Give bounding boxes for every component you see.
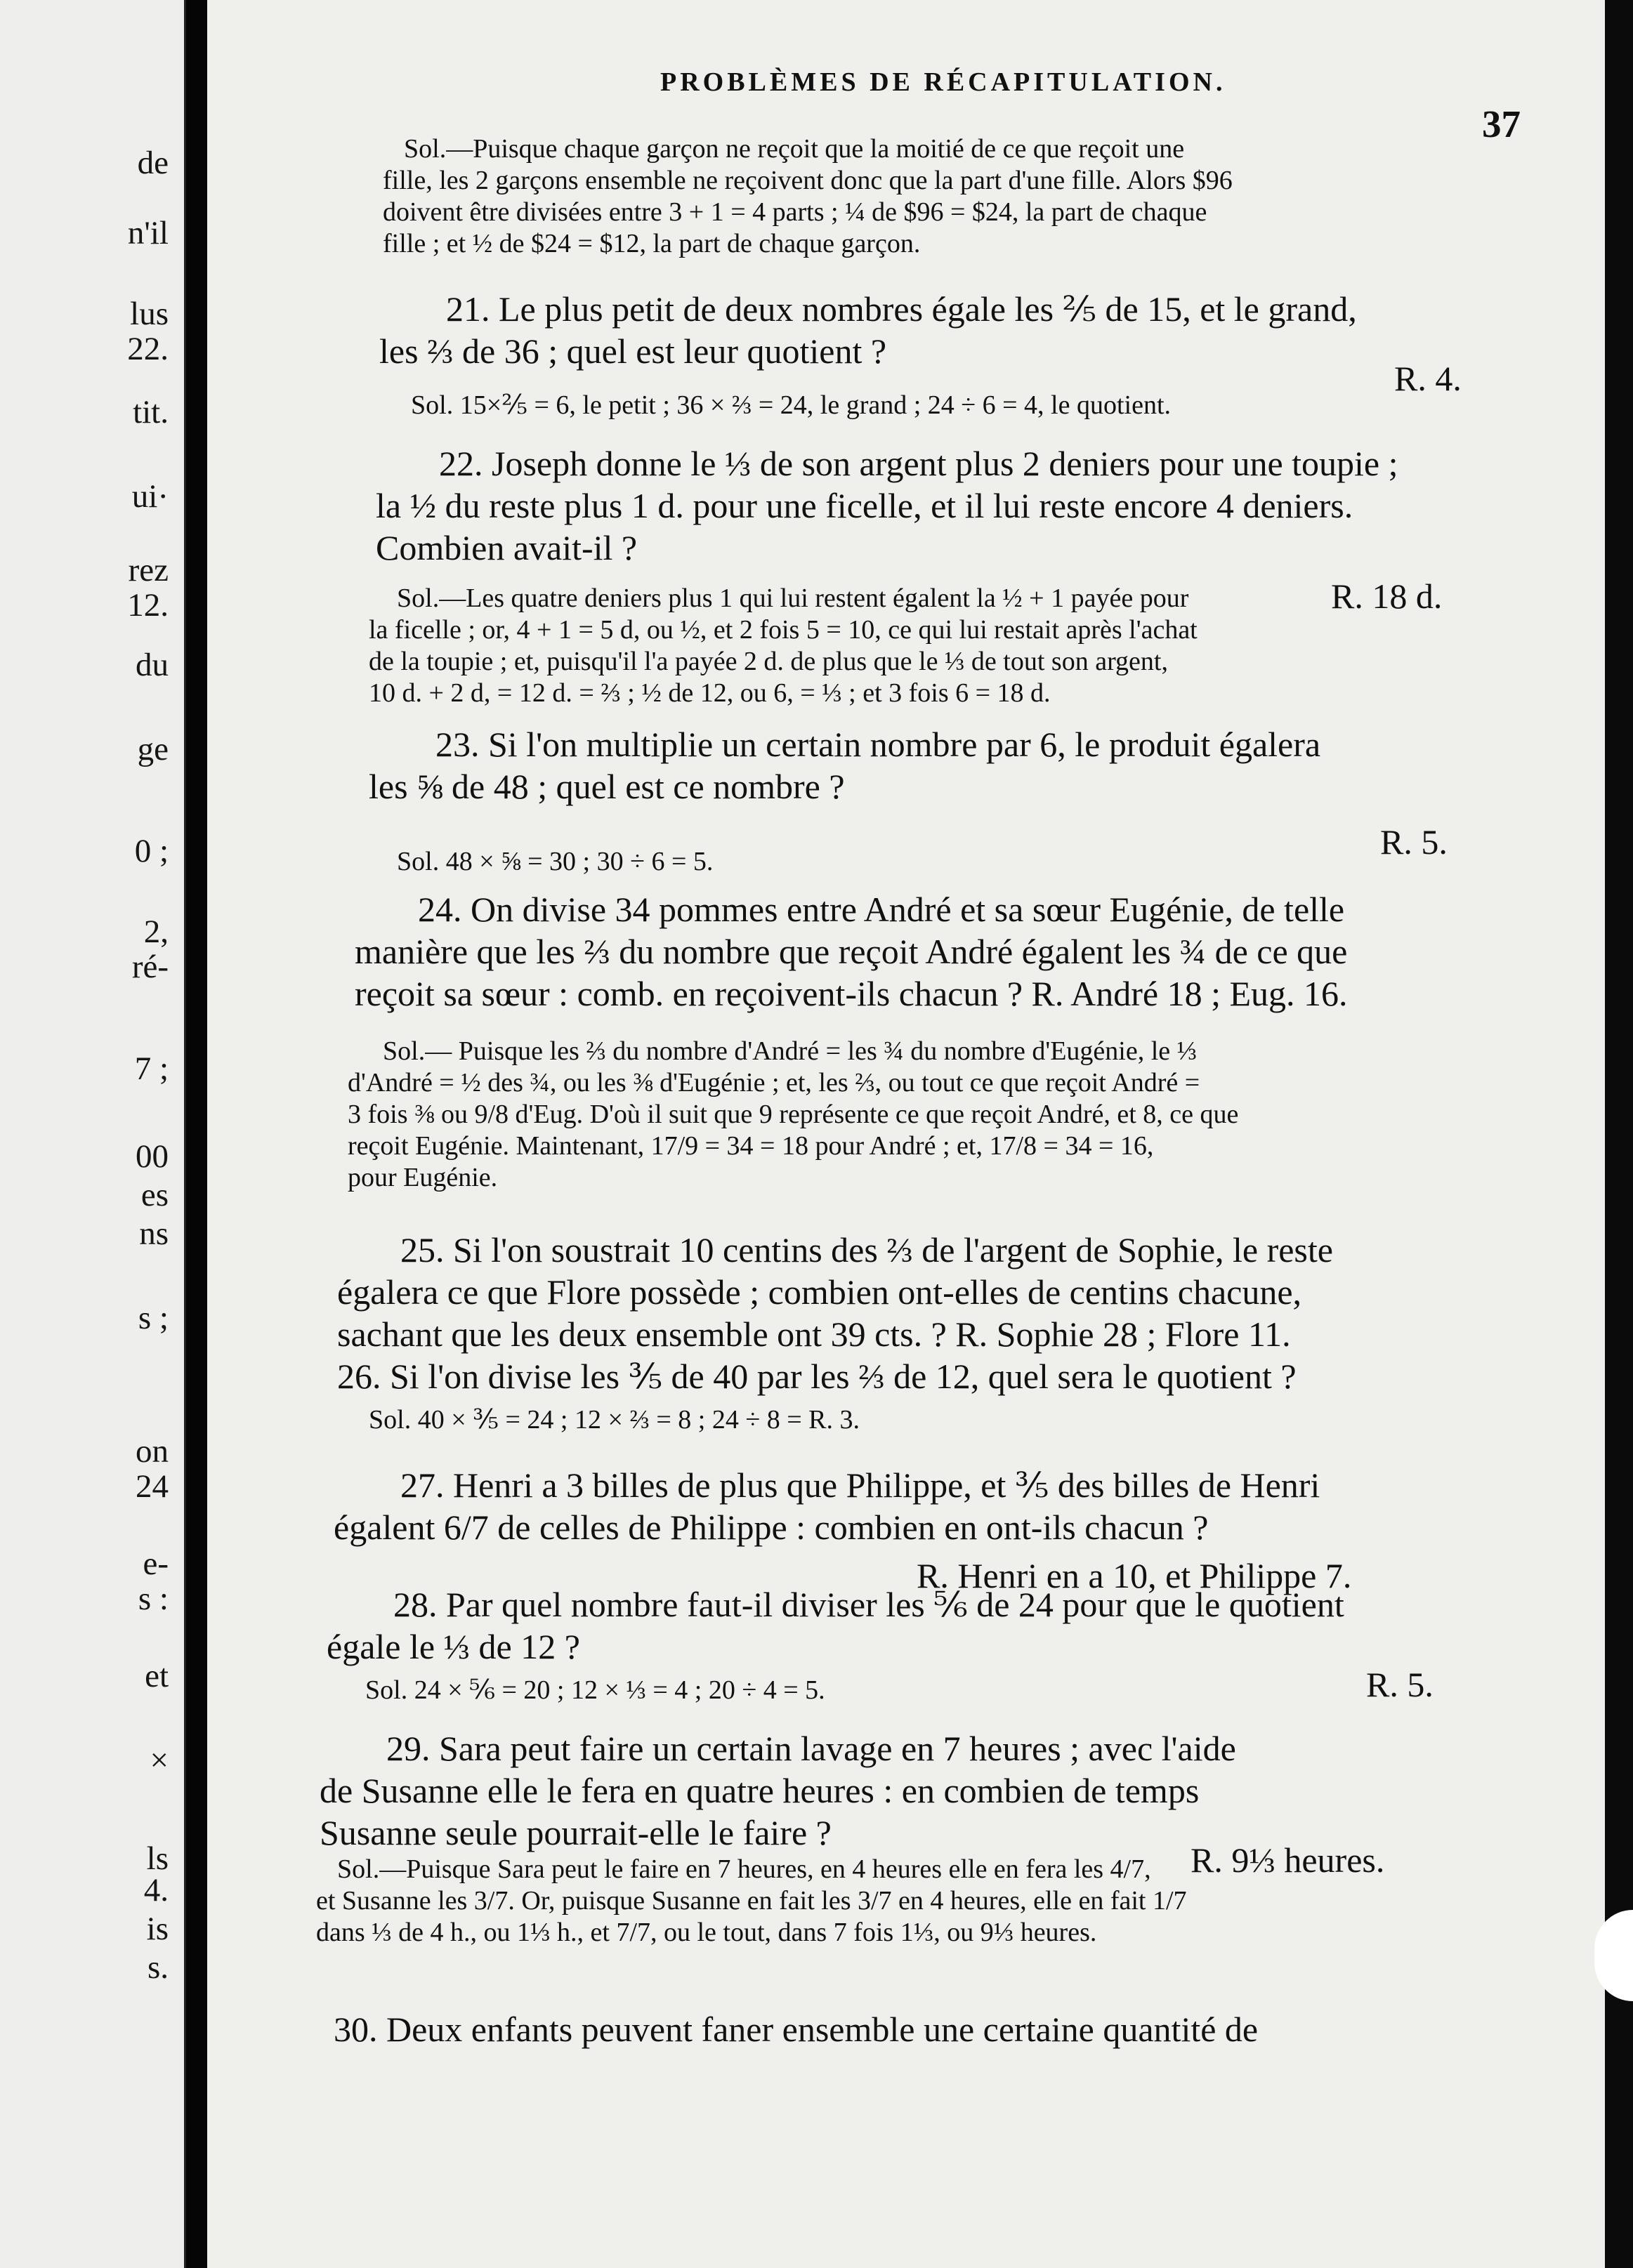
margin-fragment: ls <box>146 1840 169 1877</box>
answer: R. 4. <box>1394 359 1462 398</box>
problem-line: 25. Si l'on soustrait 10 centins des ⅔ de l'argent de Sophie, le reste <box>400 1230 1333 1270</box>
answer: R. Henri en a 10, et Philippe 7. <box>917 1556 1352 1595</box>
problem-line: reçoit sa sœur : comb. en reçoivent-ils chacun ? R. André 18 ; Eug. 16. <box>355 974 1348 1013</box>
margin-fragment: tit. <box>133 394 169 430</box>
problem-block <box>376 442 1398 569</box>
margin-fragment: de <box>137 145 169 181</box>
problem-line: 26. Si l'on divise les ⅗ de 40 par les ⅔ de 12, quel sera le quotient ? <box>337 1357 1297 1396</box>
solution-line: Sol.—Les quatre deniers plus 1 qui lui restent égalent la ½ + 1 payée pour <box>397 584 1189 613</box>
margin-fragment: 12. <box>127 587 169 624</box>
page-number: 37 <box>1482 103 1521 145</box>
problem-line: 22. Joseph donne le ⅓ de son argent plus 2 deniers pour une toupie ; <box>439 444 1398 483</box>
problem-block <box>320 1727 1236 1854</box>
problem-line: 27. Henri a 3 billes de plus que Philippe, et ⅗ des billes de Henri <box>400 1465 1320 1505</box>
answer: R. 18 d. <box>1331 576 1443 616</box>
answer: R. 9⅓ heures. <box>1191 1840 1385 1880</box>
margin-fragment: is <box>146 1911 169 1947</box>
problem-line: manière que les ⅔ du nombre que reçoit André égalent les ¾ de ce que <box>355 932 1348 971</box>
problem-line: 29. Sara peut faire un certain lavage en 7 heures ; avec l'aide <box>386 1729 1236 1768</box>
margin-fragment: ré- <box>131 949 169 985</box>
solution-line: fille, les 2 garçons ensemble ne reçoivent donc que la part d'une fille. Alors $96 <box>383 166 1233 195</box>
solution-line: la ficelle ; or, 4 + 1 = 5 d, ou ½, et 2 fois 5 = 10, ce qui lui restait après l'achat <box>369 615 1198 645</box>
answer: R. 5. <box>1380 822 1448 862</box>
margin-fragment: n'il <box>127 215 169 251</box>
problem-block <box>369 723 1320 807</box>
solution-line: Sol. 48 × ⅝ = 30 ; 30 ÷ 6 = 5. <box>397 847 714 876</box>
margin-fragment: 24 <box>136 1468 169 1505</box>
problem-block <box>334 2008 1258 2050</box>
problem-line: égale le ⅓ de 12 ? <box>327 1627 580 1666</box>
book-gutter <box>186 0 207 2268</box>
solution-line: dans ⅓ de 4 h., ou 1⅓ h., et 7/7, ou le tout, dans 7 fois 1⅓, ou 9⅓ heures. <box>316 1918 1097 1947</box>
problem-line: égalent 6/7 de celles de Philippe : combien en ont-ils chacun ? <box>334 1508 1209 1547</box>
margin-fragment: et <box>145 1658 169 1694</box>
solution-line: 3 fois ⅜ ou 9/8 d'Eug. D'où il suit que 9 représente ce que reçoit André, et 8, ce que <box>348 1100 1239 1129</box>
margin-fragment: e- <box>143 1545 169 1582</box>
left-page-margin <box>0 0 186 2268</box>
solution-block <box>316 1854 1187 1949</box>
problem-block <box>379 288 1357 372</box>
solution-line: 10 d. + 2 d, = 12 d. = ⅔ ; ½ de 12, ou 6, = ⅓ ; et 3 fois 6 = 18 d. <box>369 678 1051 708</box>
problem-line: les ⅝ de 48 ; quel est ce nombre ? <box>369 767 845 806</box>
margin-fragment: × <box>150 1742 169 1779</box>
solution-block <box>369 1404 860 1436</box>
solution-line: de la toupie ; et, puisqu'il l'a payée 2 d. de plus que le ⅓ de tout son argent, <box>369 647 1168 676</box>
answer: R. 5. <box>1366 1665 1434 1704</box>
problem-line: Combien avait-il ? <box>376 528 638 567</box>
solution-line: d'André = ½ des ¾, ou les ⅜ d'Eugénie ; et, les ⅔, ou tout ce que reçoit André = <box>348 1068 1200 1097</box>
margin-fragment: es <box>140 1177 169 1213</box>
solution-line: Sol. 24 × ⅚ = 20 ; 12 × ⅓ = 4 ; 20 ÷ 4 = 5. <box>365 1675 825 1705</box>
margin-fragment: du <box>136 647 169 683</box>
solution-line: Sol. 40 × ⅗ = 24 ; 12 × ⅔ = 8 ; 24 ÷ 8 = R. 3. <box>369 1405 860 1435</box>
problem-block <box>327 1583 1344 1668</box>
running-header: PROBLÈMES DE RÉCAPITULATION. <box>660 67 1226 97</box>
solution-line: et Susanne les 3/7. Or, puisque Susanne en fait les 3/7 en 4 heures, elle en fait 1/7 <box>316 1886 1187 1916</box>
solution-line: pour Eugénie. <box>348 1163 498 1192</box>
solution-line: fille ; et ½ de $24 = $12, la part de chaque garçon. <box>383 229 921 258</box>
problem-line: de Susanne elle le fera en quatre heures : en combien de temps <box>320 1771 1200 1810</box>
margin-fragment: 00 <box>136 1138 169 1175</box>
solution-block <box>348 1036 1238 1194</box>
library-stamp <box>1594 1910 1633 2001</box>
solution-line: Sol.—Puisque Sara peut le faire en 7 heures, en 4 heures elle en fera les 4/7, <box>337 1854 1151 1884</box>
problem-line: les ⅔ de 36 ; quel est leur quotient ? <box>379 331 887 371</box>
margin-fragment: s : <box>138 1581 169 1617</box>
solution-block <box>369 583 1198 709</box>
solution-line: Sol.— Puisque les ⅔ du nombre d'André = les ¾ du nombre d'Eugénie, le ⅓ <box>383 1036 1198 1066</box>
margin-fragment: 2, <box>143 914 169 950</box>
problem-block <box>355 888 1348 1015</box>
problem-line: Susanne seule pourrait-elle le faire ? <box>320 1813 832 1852</box>
margin-fragment: rez <box>128 552 169 588</box>
margin-fragment: ge <box>137 731 169 767</box>
solution-block <box>383 133 1233 260</box>
margin-fragment: 4. <box>143 1872 169 1908</box>
problem-line: sachant que les deux ensemble ont 39 cts. ? R. Sophie 28 ; Flore 11. <box>337 1314 1291 1354</box>
solution-line: doivent être divisées entre 3 + 1 = 4 parts ; ¼ de $96 = $24, la part de chaque <box>383 197 1207 227</box>
problem-line: égalera ce que Flore possède ; combien ont-elles de centins chacune, <box>337 1272 1302 1312</box>
margin-fragment: ui· <box>131 478 169 515</box>
problem-block <box>337 1229 1333 1397</box>
margin-fragment: ns <box>139 1215 169 1252</box>
problem-line: 24. On divise 34 pommes entre André et sa sœur Eugénie, de telle <box>418 890 1345 929</box>
problem-line: 30. Deux enfants peuvent faner ensemble une certaine quantité de <box>334 2010 1259 2049</box>
solution-line: reçoit Eugénie. Maintenant, 17/9 = 34 = 18 pour André ; et, 17/8 = 34 = 16, <box>348 1131 1154 1161</box>
margin-fragment: s ; <box>138 1300 169 1336</box>
margin-fragment: on <box>136 1433 169 1470</box>
solution-block <box>397 846 713 878</box>
margin-fragment: 0 ; <box>134 833 169 869</box>
problem-line: 28. Par quel nombre faut-il diviser les ⅚ de 24 pour que le quotient <box>393 1585 1344 1624</box>
solution-block <box>411 390 1171 421</box>
problem-line: la ½ du reste plus 1 d. pour une ficelle, et il lui reste encore 4 deniers. <box>376 486 1353 525</box>
margin-fragment: 22. <box>127 331 169 367</box>
margin-fragment: s. <box>147 1949 169 1986</box>
solution-line: Sol. 15×⅖ = 6, le petit ; 36 × ⅔ = 24, le grand ; 24 ÷ 6 = 4, le quotient. <box>411 390 1172 420</box>
problem-block <box>334 1464 1320 1548</box>
solution-block <box>365 1675 825 1706</box>
book-page <box>207 0 1605 2268</box>
solution-line: Sol.—Puisque chaque garçon ne reçoit que la moitié de ce que reçoit une <box>404 134 1185 164</box>
margin-fragment: 7 ; <box>134 1050 169 1087</box>
margin-fragment: lus <box>130 296 169 332</box>
problem-line: 21. Le plus petit de deux nombres égale les ⅖ de 15, et le grand, <box>446 289 1357 329</box>
problem-line: 23. Si l'on multiplie un certain nombre par 6, le produit égalera <box>435 725 1321 764</box>
